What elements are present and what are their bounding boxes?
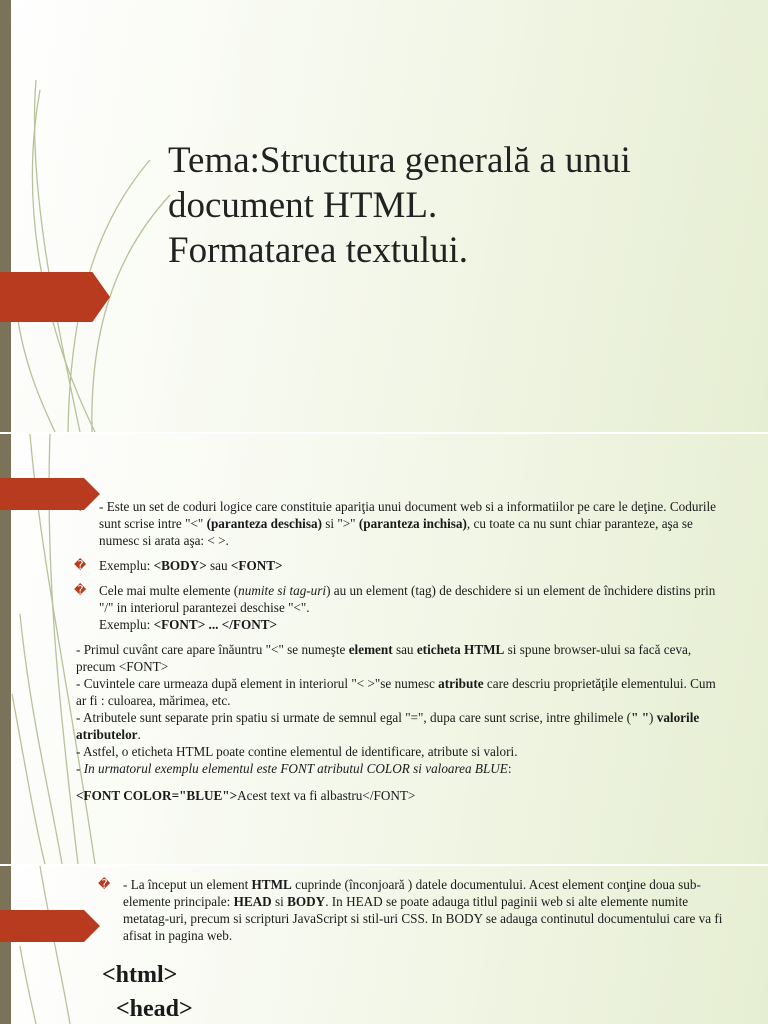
paragraph: - Primul cuvânt care apare înăuntru "<" se numeşte element sau eticheta HTML si spune browser-ului sa facă ceva, precum <FONT>	[76, 642, 692, 674]
bullet-icon: �	[98, 877, 111, 891]
red-arrow-tab	[0, 910, 100, 942]
content-body	[74, 498, 728, 804]
html-tag: <html>	[102, 962, 178, 988]
left-bar	[0, 0, 11, 432]
slide-content	[0, 434, 768, 864]
slide-title	[0, 0, 768, 432]
paragraph: - Cuvintele care urmeaza după element in interiorul "< >"se numesc atribute care descriu proprietăţile elementului. Cum ar fi : culoarea, mărimea, etc.	[76, 676, 716, 708]
content-body	[98, 876, 728, 944]
bullet-icon: �	[74, 499, 87, 513]
bullet-icon: �	[74, 583, 87, 597]
red-arrow-tab	[0, 272, 110, 322]
html-tags	[102, 958, 193, 1024]
paragraph: - Atributele sunt separate prin spatiu si urmate de semnul egal "=", dupa care sunt scrise, intre ghilimele (" ") valorile atributelor.	[76, 710, 700, 742]
bullet-icon: �	[74, 558, 87, 572]
paragraph-block	[74, 641, 728, 804]
paragraph: - Astfel, o eticheta HTML poate contine elementul de identificare, atribute si valori.	[76, 744, 518, 759]
head-tag: <head>	[116, 996, 193, 1022]
bullet-item: � Exemplu: <BODY> sau <FONT>	[74, 558, 283, 573]
bullet-item: � - La început un element HTML cuprinde (înconjoară ) datele documentului. Acest element conţine doua sub-elemente principale: HEAD si BODY. In HEAD se poate adauga titlul paginii web si alte elemente numite metatag-uri, precum si scripturi JavaScript si stil-uri CSS. In BODY se adauga continutul documentului care va fi afisat in pagina web.	[98, 877, 723, 943]
title-line-2: document HTML.	[168, 185, 438, 226]
bullet-item: � Cele mai multe elemente (numite si tag-uri) au un element (tag) de deschidere si un element de închidere distins prin "/" in interiorul parantezei deschise "<". Exemplu: <FONT> ... </FONT>	[74, 583, 716, 632]
left-bar	[0, 866, 11, 1024]
code-example: <FONT COLOR="BLUE">Acest text va fi albastru</FONT>	[76, 788, 416, 803]
bullet-item: � - Este un set de coduri logice care constituie apariţia unui document web si a informatiilor pe care le deţine. Codurile sunt scrise intre "<" (paranteza deschisa) si ">" (paranteza inchisa), cu toate ca nu sunt chiar paranteze, aşa se numesc si arata aşa: < >.	[74, 499, 717, 548]
slide-content	[0, 866, 768, 1024]
title-line-1: Tema:Structura generală a unui	[168, 140, 631, 181]
slide-title-text	[168, 138, 728, 273]
title-line-3: Formatarea textului.	[168, 230, 469, 271]
paragraph: - In urmatorul exemplu elementul este FONT atributul COLOR si valoarea BLUE:	[76, 761, 512, 776]
